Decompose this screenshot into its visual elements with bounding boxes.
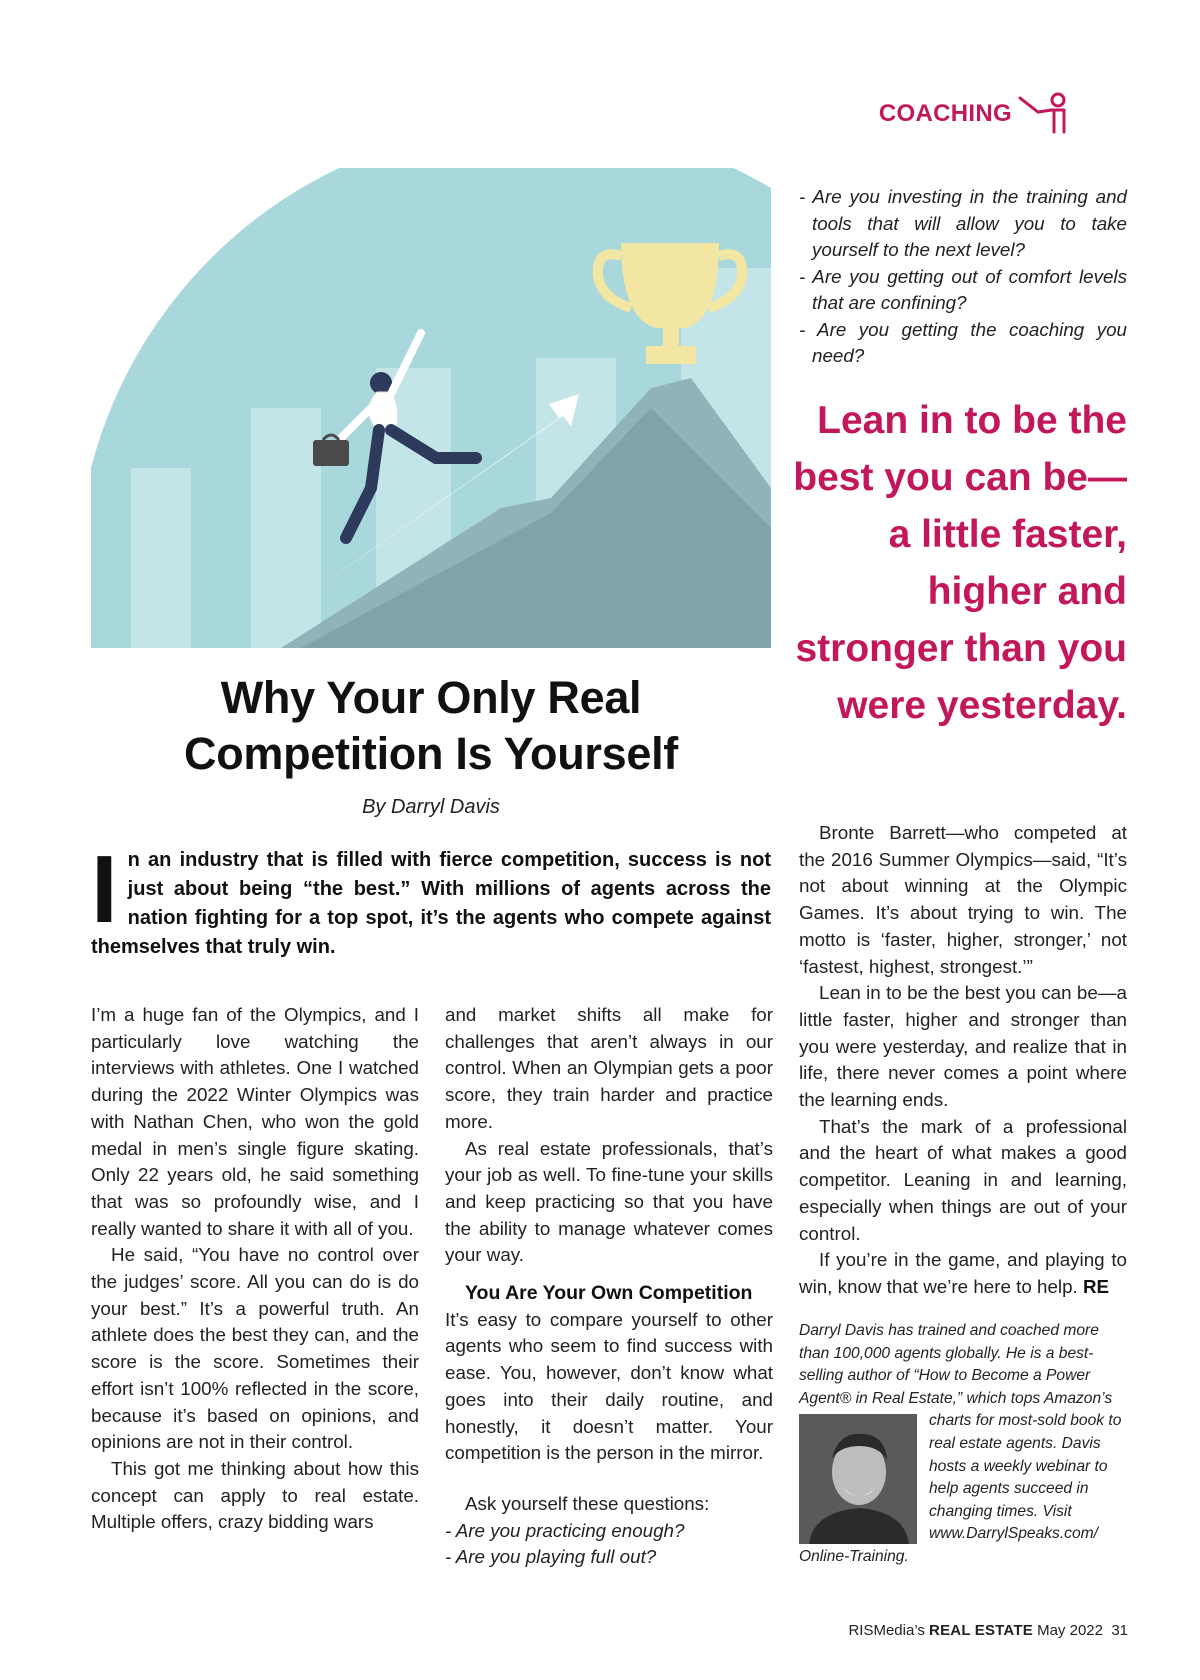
body-paragraph: This got me thinking about how this concept can apply to real estate. Multiple offers, crazy bidding wars	[91, 1457, 419, 1533]
closing-text: If you’re in the game, and playing to win, know that we’re here to help.	[799, 1249, 1127, 1297]
page-footer	[848, 1622, 1128, 1639]
byline: By Darryl Davis	[362, 796, 500, 818]
coaching-person-icon	[1016, 92, 1072, 136]
footer-brand: REAL ESTATE	[929, 1622, 1033, 1639]
section-tag	[879, 92, 1072, 136]
body-column-1	[91, 1002, 419, 1536]
body-paragraph: That’s the mark of a professional and the heart of what makes a good competitor. Leaning in and learning, especially when things are out of your control.	[799, 1115, 1127, 1244]
footer-publisher: RISMedia’s	[848, 1622, 925, 1639]
title-line-1: Why Your Only Real	[220, 672, 642, 723]
body-paragraph: He said, “You have no control over the judges’ score. All you can do is do your best.” It’s a powerful truth. An athlete does the best they can, and the score is the score. Sometimes their effort isn’t 100% reflected in the score, because it’s based on opinions, and opinions are not in their control.	[91, 1244, 419, 1453]
body-paragraph	[799, 1247, 1127, 1300]
questions-list	[445, 1518, 773, 1571]
hero-illustration	[91, 168, 771, 648]
body-paragraph: As real estate professionals, that’s your job as well. To fine-tune your skills and keep practicing so that you have the ability to manage whatever comes your way.	[445, 1137, 773, 1266]
question-item: - Are you practicing enough?	[445, 1519, 685, 1541]
body-column-2	[445, 1002, 773, 1571]
body-paragraph: Bronte Barrett—who competed at the 2016 Summer Olympics—said, “It’s not about winning at the Olympic Games. It’s about trying to win. The motto is ‘faster, higher, stronger,’ not ‘fastest, highest, strongest.’”	[799, 822, 1127, 977]
lede-paragraph	[91, 836, 771, 962]
subheading: You Are Your Own Competition	[465, 1282, 753, 1305]
question-item: - Are you playing full out?	[445, 1546, 657, 1568]
pull-quote: Lean in to be the best you can be—a little faster, higher and stronger than you were yesterday.	[793, 399, 1127, 727]
questions-list-continued	[799, 184, 1127, 370]
author-photo-icon	[799, 1414, 917, 1544]
questions-intro: Ask yourself these questions:	[465, 1492, 710, 1514]
lede-text: n an industry that is filled with fierce competition, success is not just about being “the best.” With millions of agents across the nation fighting for a top spot, it’s the agents who compete against themselves that truly win.	[91, 849, 771, 958]
bio-rest: real estate agents. Davis hosts a weekly webinar to help agents succeed in changing times. Visit www.DarrylSpeaks.com/ Online-Training.	[799, 1434, 1108, 1565]
question-item: - Are you getting out of comfort levels that are confining?	[799, 265, 1127, 313]
footer-issue: May 2022	[1037, 1622, 1103, 1639]
body-paragraph: I’m a huge fan of the Olympics, and I particularly love watching the interviews with athletes. One I watched during the 2022 Winter Olympics was with Nathan Chen, who won the gold medal in men’s single figure skating. Only 22 years old, he said something that was so profoundly wise, and I really wanted to share it with all of you.	[91, 1004, 419, 1239]
body-paragraph: and market shifts all make for challenges that aren’t always in our control. When an Olympian gets a poor score, they train harder and practice more.	[445, 1004, 773, 1132]
page-number: 31	[1111, 1622, 1128, 1639]
drop-cap: I	[91, 836, 118, 943]
author-photo	[799, 1414, 917, 1544]
body-paragraph: Lean in to be the best you can be—a little faster, higher and stronger than you were yesterday, and realize that in life, there never comes a point where the learning ends.	[799, 982, 1127, 1111]
bio-lead: Darryl Davis has trained and coached more than 100,000 agents globally. He is a best-selling author of “How to Become a Power Agent® in Real Estate,” which tops Amazon’s charts for most-sold book to	[799, 1322, 1122, 1430]
end-mark: RE	[1082, 1275, 1110, 1297]
section-label: COACHING	[878, 100, 1012, 127]
question-item: - Are you investing in the training and tools that will allow you to take yourself to the next level?	[799, 186, 1127, 260]
title-line-2: Competition Is Yourself	[184, 728, 678, 779]
article-title	[91, 670, 771, 782]
trophy-climb-illustration	[91, 168, 771, 648]
body-column-3	[799, 820, 1127, 1301]
author-bio	[799, 1320, 1127, 1569]
question-item: - Are you getting the coaching you need?	[799, 318, 1127, 366]
body-paragraph: It’s easy to compare yourself to other agents who seem to find success with ease. You, however, don’t know what goes into their daily routine, and honestly, it doesn’t matter. Your competition is the person in the mirror.	[445, 1308, 773, 1464]
